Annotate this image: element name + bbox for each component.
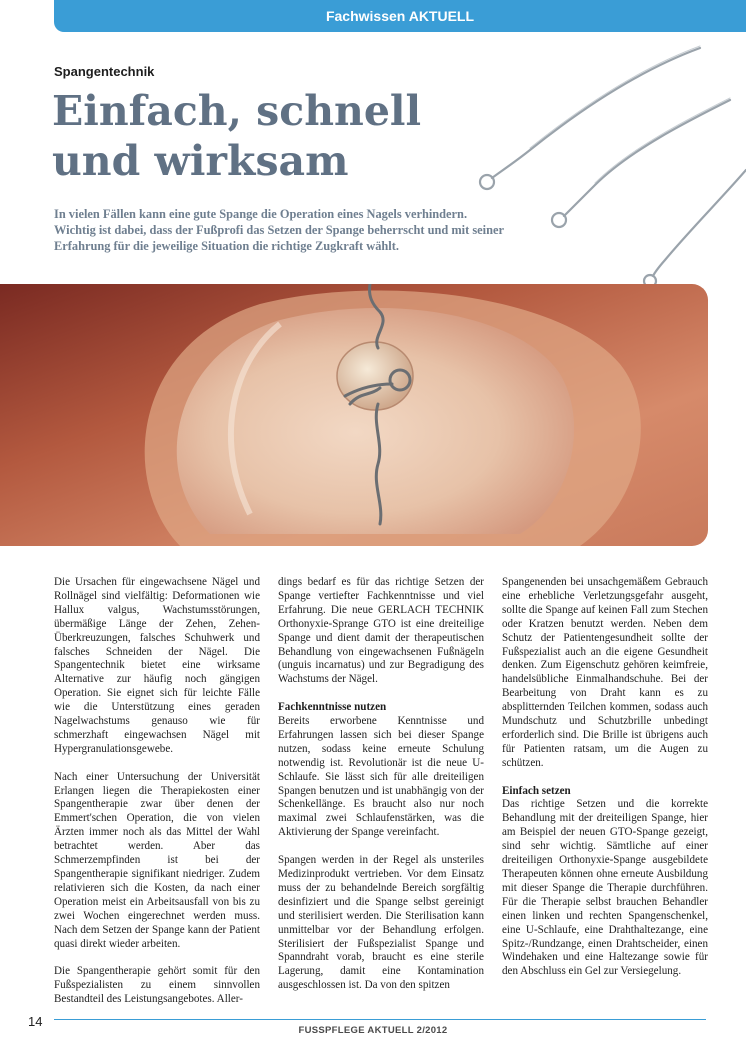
publication-footer: FUSSPFLEGE AKTUELL 2/2012: [298, 1025, 448, 1036]
body-paragraph: Das richtige Setzen und die korrekte Behandlung mit der dreiteiligen Spange, hier am Beispiel der neuen GTO-Spange gezeigt, sind sehr wichtig. Sämtliche auf einer dreiteiligen Orthonyxie-Spange ausgebildete Therapeuten können ohne erneute Ausbildung mit dieser Spange die Therapie durchführen. Für die Therapie selbst brauchen Behandler einen linken und rechten Spangenschenkel, eine U-Schlaufe, eine Drahthaltezange, eine Spitz-/Rundzange, einen Drahtscheider, einen Windehaken und eine Haltezange sowie für den Abschluss ein Gel zur Versiegelung.: [502, 798, 708, 978]
body-paragraph: dings bedarf es für das richtige Setzen der Spange vertiefter Fachkenntnisse und viel Erfahrung. Die neue GERLACH TECHNIK Orthonyxie-Sprange GTO ist eine dreiteilige Spange und dient damit der therapeutischen Behandlung von eingewachsenen Fußnägeln (unguis incarnatus) und zur Begradigung des Wachstums der Nägel.: [278, 576, 484, 686]
section-header-bar: [54, 0, 746, 32]
article-body: [54, 576, 708, 1021]
column-3: [502, 576, 708, 1021]
body-paragraph: Spangenenden bei unsachgemäßem Gebrauch eine erhebliche Verletzungsgefahr ausgeht, sollte die Spange auf keinen Fall zum Stechen oder Kratzen benutzt werden. Neben dem Schutz der Patientengesundheit sollte der Fußspezialist auch an die eigene Gesundheit denken. Zum Eigenschutz gehören keimfreie, handelsübliche Einmalhandschuhe. Bei der Bearbeitung von Draht kann es zu absplitternden Teilchen kommen, sodass auch Mundschutz und Schutzbrille unbedingt erforderlich sind. Die Brille ist übrigens auch für Patienten ratsam, um die Augen zu schützen.: [502, 576, 708, 769]
body-paragraph: Nach einer Untersuchung der Universität Erlangen liegen die Therapiekosten einer Spangentherapie zwar über denen der Emmert'schen Operation, die von vielen Ärzten immer noch als das Mittel der Wahl betrachtet werden. Aber das Schmerzempfinden ist bei der Spangentherapie signifikant niedriger. Zudem relativieren sich die Kosten, da nach einer Operation meist ein Arbeitsausfall von bis zu zwei Wochen eingerechnet werden muss. Nach dem Setzen der Spange kann der Patient quasi direkt wieder arbeiten.: [54, 770, 260, 950]
title-line-2: und wirksam: [52, 137, 349, 185]
section-label: Fachwissen AKTUELL: [325, 8, 475, 24]
page-number: 14: [28, 1014, 43, 1029]
body-paragraph: Die Ursachen für eingewachsene Nägel und Rollnägel sind vielfältig: Deformationen wie Hallux valgus, Wachstumsstörungen, übermäßige Länge der Zehen, Zehen-Überkreuzungen, falsches Schuhwerk und falsches Schneiden der Nägel. Die Spangentechnik bietet eine wirksame Alternative zur häufig noch gängigen Operation. Sie eignet sich für leichte Fälle wie die Unterstützung eines geraden Nagelwachstums genauso wie für schmerzhaft eingewachsen Nägel mit Hypergranulationsgewebe.: [54, 576, 260, 755]
nail-brace-photo: [0, 284, 708, 546]
body-paragraph: Bereits erworbene Kenntnisse und Erfahrungen lassen sich bei dieser Spange nutzen, sodass keine erneute Schulung notwendig ist. Revolutionär ist die neue U-Schlaufe. Sie lässt sich für alle dreiteiligen Spangen benutzen und ist unabhängig von der Schenkellänge. Es braucht also nur noch maximal zwei Schlaufenstärken, was die Aktivierung der Spange vereinfacht.: [278, 715, 484, 839]
article-kicker: Spangentechnik: [54, 64, 155, 79]
article-lead: In vielen Fällen kann eine gute Spange die Operation eines Nagels verhindern. Wichtig ist dabei, dass der Fußprofi das Setzen der Spange beherrscht und mit seiner Erfahrung für die jeweilige Situation die richtige Zugkraft wählt.: [54, 207, 504, 253]
body-paragraph: Die Spangentherapie gehört somit für den Fußspezialisten zu einem sinnvollen Bestandteil des Leistungsangebotes. Aller-: [54, 965, 260, 1006]
brace-wires-image: [460, 40, 746, 290]
subheading: Einfach setzen: [502, 784, 571, 797]
column-1: [54, 576, 260, 1021]
title-line-1: Einfach, schnell: [52, 87, 422, 135]
article-title: [52, 86, 472, 186]
footer-divider: [54, 1019, 706, 1020]
subheading: Fachkenntnisse nutzen: [278, 701, 387, 714]
body-paragraph: Spangen werden in der Regel als unsteriles Medizinprodukt vertrieben. Vor dem Einsatz muss der zu behandelnde Bereich sorgfältig desinfiziert und die Spange selbst gereinigt und sterilisiert werden. Die Sterilisation kann unmittelbar vor der Behandlung erfolgen. Sterilisiert der Fußspezialist Spange und Spanndraht vorab, braucht es eine sterile Lagerung, damit eine Kontamination ausgeschlossen ist. Da von den spitzen: [278, 854, 484, 992]
column-2: [278, 576, 484, 1021]
